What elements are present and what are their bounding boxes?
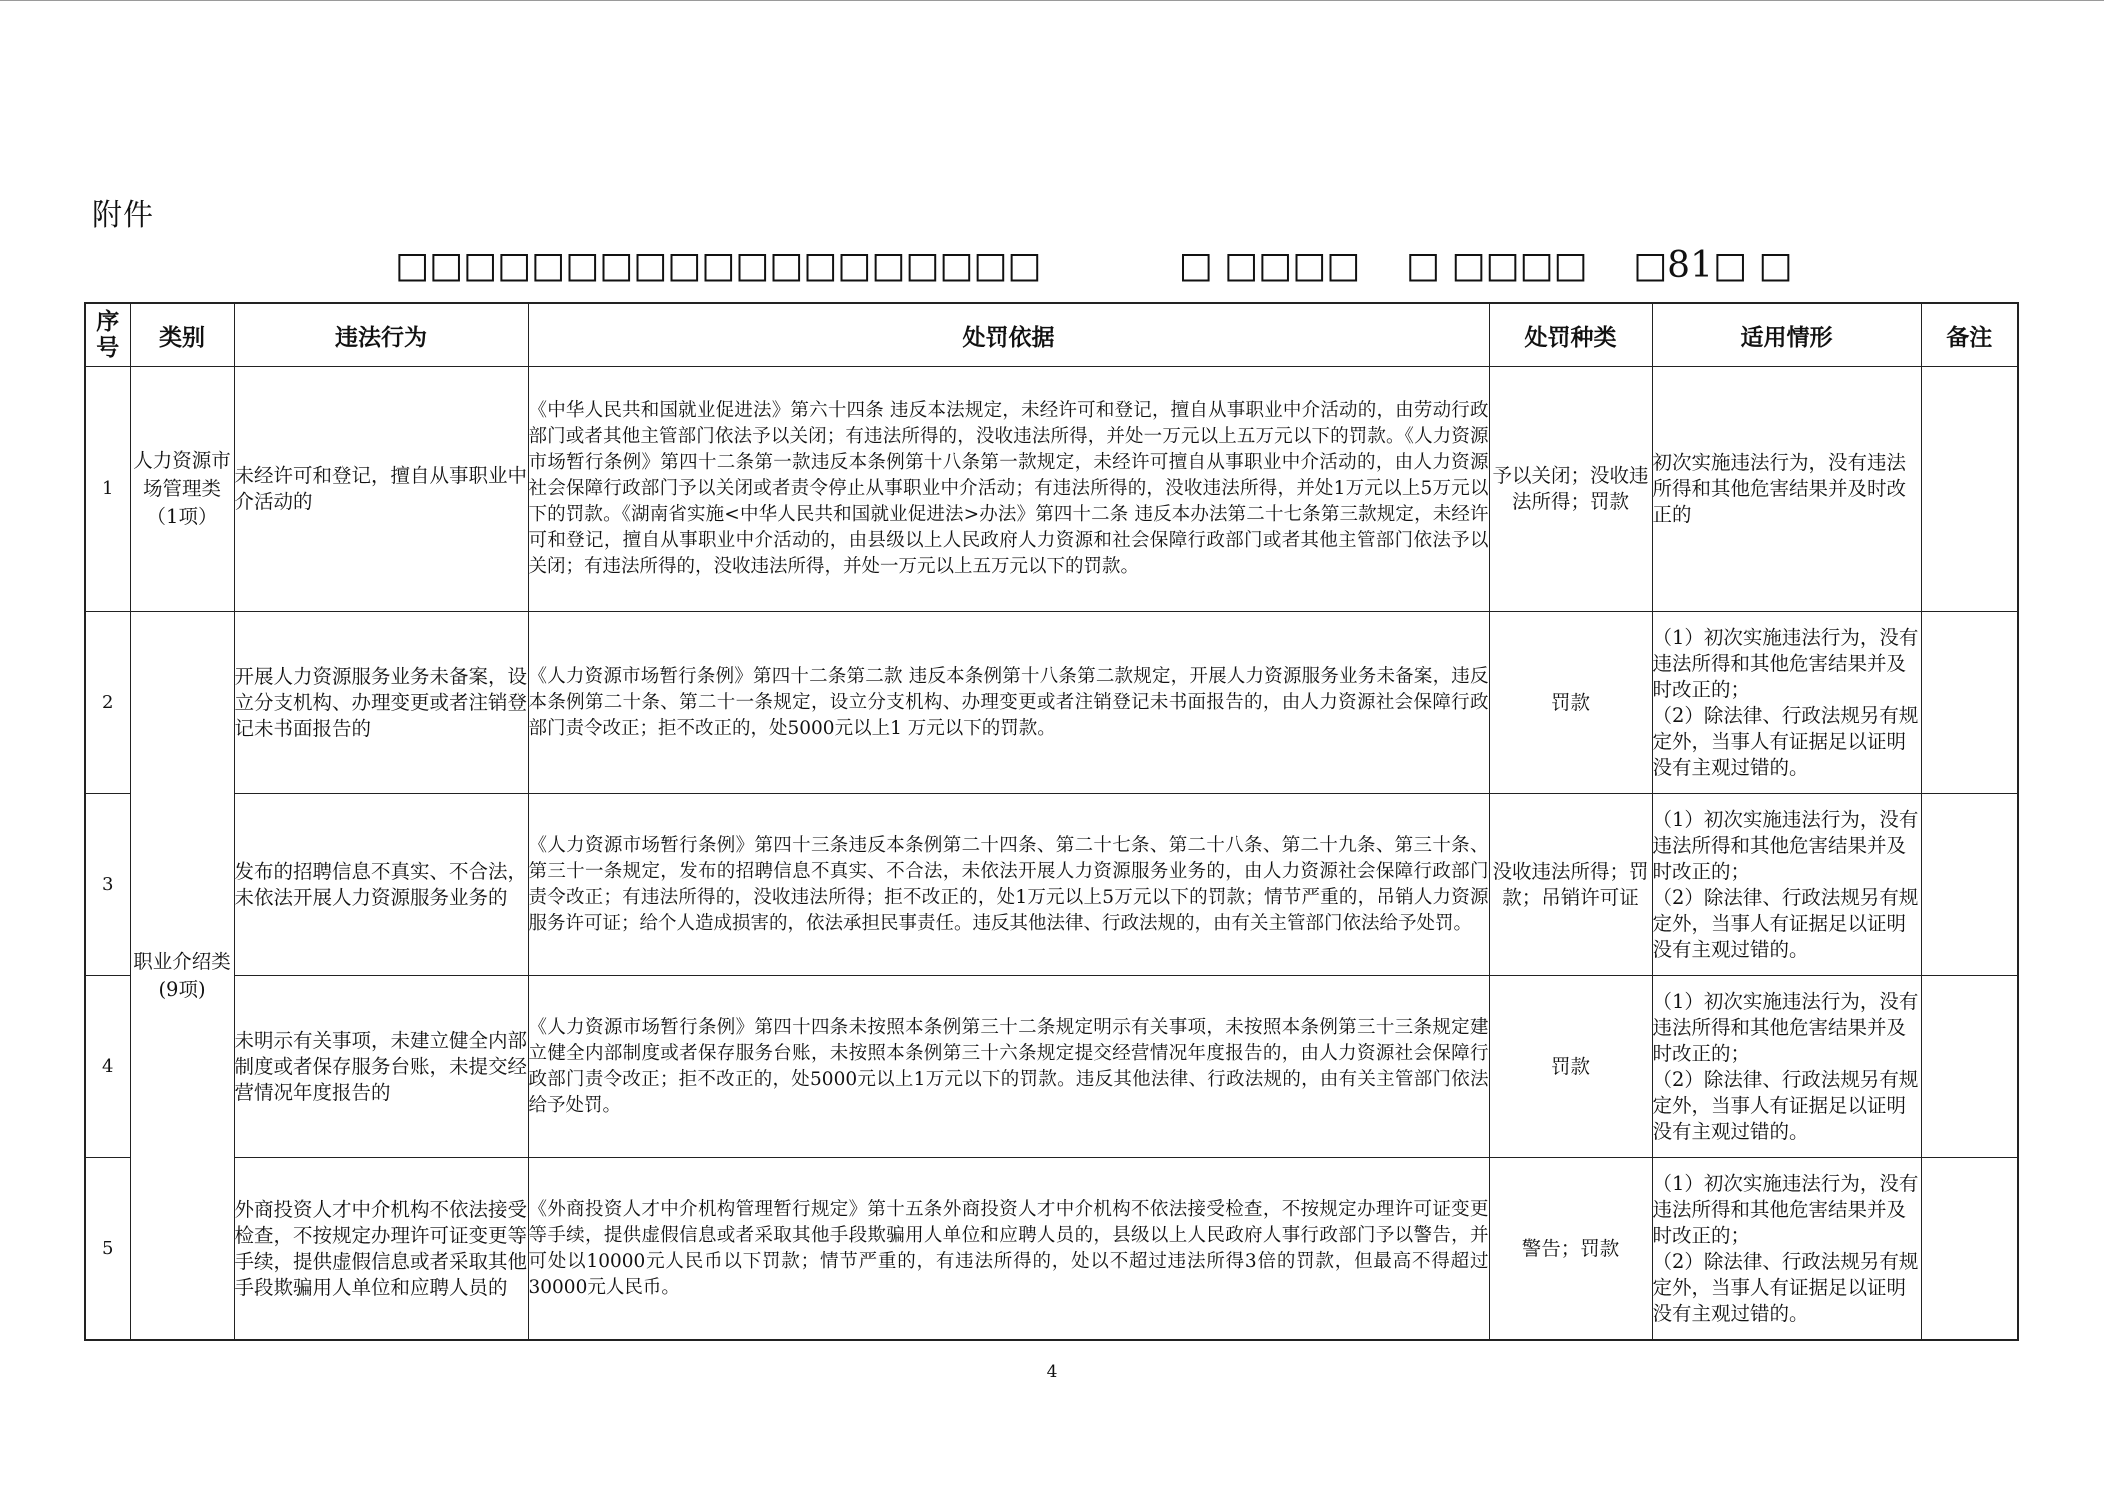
row-number: 2 [85,612,130,794]
row-situation: （1）初次实施违法行为，没有违法所得和其他危害结果并及时改正的； （2）除法律、行政法规另有规定外，当事人有证据足以证明没有主观过错的。 [1652,794,1921,976]
header-basis: 处罚依据 [528,303,1489,367]
row-remark [1921,976,2018,1158]
header-remark: 备注 [1921,303,2018,367]
row-category: 人力资源市场管理类（1项） [130,367,234,612]
row-act: 未明示有关事项，未建立健全内部制度或者保存服务台账，未提交经营情况年度报告的 [234,976,528,1158]
row-remark [1921,1158,2018,1341]
header-category: 类别 [130,303,234,367]
attachment-label: 附件 [92,198,154,233]
header-no: 序号 [85,303,130,367]
row-number: 3 [85,794,130,976]
header-situation: 适用情形 [1652,303,1921,367]
row-basis: 《中华人民共和国就业促进法》第六十四条 违反本法规定，未经许可和登记，擅自从事职业中介活动的，由劳动行政部门或者其他主管部门依法予以关闭；有违法所得的，没收违法所得，并处一万元以上五万元以下的罚款。《人力资源市场暂行条例》第四十二条第一款违反本条例第十八条第一款规定，未经许可擅自从事职业中介活动的，由人力资源社会保障行政部门予以关闭或者责令停止从事职业中介活动；有违法所得的，没收违法所得，并处1万元以上5万元以下的罚款。《湖南省实施<中华人民共和国就业促进法>办法》第四十二条 违反本办法第二十七条第三款规定，未经许可和登记，擅自从事职业中介活动的，由县级以上人民政府人力资源和社会保障行政部门或者其他主管部门依法予以关闭；有违法所得的，没收违法所得，并处一万元以上五万元以下的罚款。 [528,367,1489,612]
row-situation: 初次实施违法行为，没有违法所得和其他危害结果并及时改正的 [1652,367,1921,612]
row-act: 未经许可和登记，擅自从事职业中介活动的 [234,367,528,612]
document-title: □□□□□□□□□□□□□□□□□□□ □ □□□□ □ □□□□ □81□ □ [395,245,1793,286]
row-act: 开展人力资源服务业务未备案，设立分支机构、办理变更或者注销登记未书面报告的 [234,612,528,794]
row-act: 发布的招聘信息不真实、不合法，未依法开展人力资源服务业务的 [234,794,528,976]
row-kind: 警告；罚款 [1489,1158,1652,1341]
table-row [85,367,2018,612]
penalty-table [84,302,2019,1341]
row-kind: 罚款 [1489,976,1652,1158]
table-row [85,976,2018,1158]
row-situation: （1）初次实施违法行为，没有违法所得和其他危害结果并及时改正的； （2）除法律、行政法规另有规定外，当事人有证据足以证明没有主观过错的。 [1652,976,1921,1158]
table-row [85,794,2018,976]
top-rule [0,0,2104,1]
row-basis: 《人力资源市场暂行条例》第四十四条未按照本条例第三十二条规定明示有关事项，未按照本条例第三十三条规定建立健全内部制度或者保存服务台账，未按照本条例第三十六条规定提交经营情况年度报告的，由人力资源社会保障行政部门责令改正；拒不改正的，处5000元以上1万元以下的罚款。违反其他法律、行政法规的，由有关主管部门依法给予处罚。 [528,976,1489,1158]
row-remark [1921,794,2018,976]
header-act: 违法行为 [234,303,528,367]
row-number: 5 [85,1158,130,1341]
table-header-row [85,303,2018,367]
row-remark [1921,367,2018,612]
row-remark [1921,612,2018,794]
page-number: 4 [1046,1362,1058,1382]
row-basis: 《人力资源市场暂行条例》第四十二条第二款 违反本条例第十八条第二款规定，开展人力资源服务业务未备案，违反本条例第二十条、第二十一条规定，设立分支机构、办理变更或者注销登记未书面报告的，由人力资源社会保障行政部门责令改正；拒不改正的，处5000元以上1 万元以下的罚款。 [528,612,1489,794]
row-situation: （1）初次实施违法行为，没有违法所得和其他危害结果并及时改正的； （2）除法律、行政法规另有规定外，当事人有证据足以证明没有主观过错的。 [1652,612,1921,794]
row-kind: 予以关闭；没收违法所得；罚款 [1489,367,1652,612]
row-basis: 《人力资源市场暂行条例》第四十三条违反本条例第二十四条、第二十七条、第二十八条、第二十九条、第三十条、第三十一条规定，发布的招聘信息不真实、不合法，未依法开展人力资源服务业务的，由人力资源社会保障行政部门责令改正；有违法所得的，没收违法所得；拒不改正的，处1万元以上5万元以下的罚款；情节严重的，吊销人力资源服务许可证；给个人造成损害的，依法承担民事责任。违反其他法律、行政法规的，由有关主管部门依法给予处罚。 [528,794,1489,976]
row-act: 外商投资人才中介机构不依法接受检查，不按规定办理许可证变更等手续，提供虚假信息或者采取其他手段欺骗用人单位和应聘人员的 [234,1158,528,1341]
table-row [85,1158,2018,1341]
row-situation: （1）初次实施违法行为，没有违法所得和其他危害结果并及时改正的； （2）除法律、行政法规另有规定外，当事人有证据足以证明没有主观过错的。 [1652,1158,1921,1341]
table-row [85,612,2018,794]
row-basis: 《外商投资人才中介机构管理暂行规定》第十五条外商投资人才中介机构不依法接受检查，不按规定办理许可证变更等手续，提供虚假信息或者采取其他手段欺骗用人单位和应聘人员的，县级以上人民政府人事行政部门予以警告，并可处以10000元人民币以下罚款；情节严重的，有违法所得的，处以不超过违法所得3倍的罚款，但最高不得超过30000元人民币。 [528,1158,1489,1341]
row-kind: 罚款 [1489,612,1652,794]
row-number: 4 [85,976,130,1158]
row-number: 1 [85,367,130,612]
row-kind: 没收违法所得；罚款；吊销许可证 [1489,794,1652,976]
header-kind: 处罚种类 [1489,303,1652,367]
row-category: 职业介绍类(9项) [130,612,234,1341]
